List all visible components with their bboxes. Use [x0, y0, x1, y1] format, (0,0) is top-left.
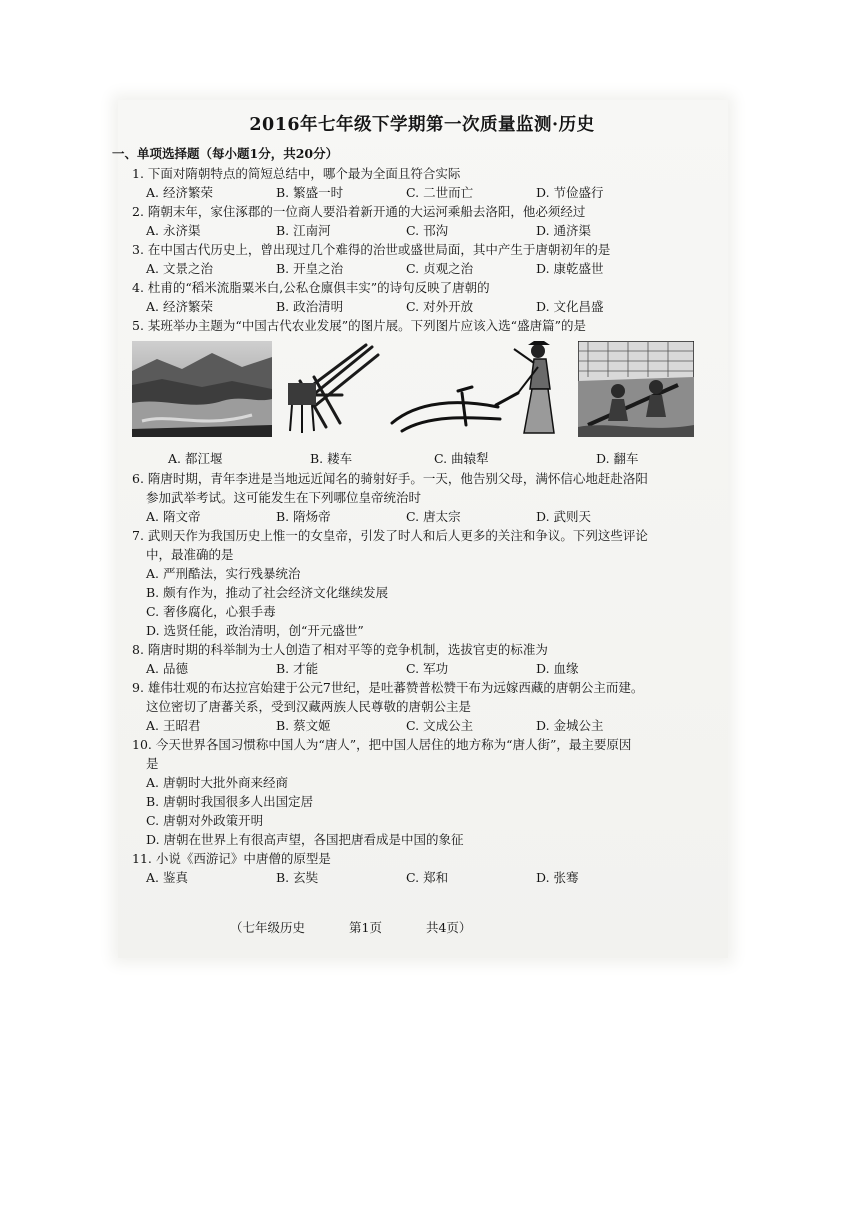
question-4: [132, 278, 712, 316]
question-2: [132, 202, 712, 240]
option-c: C. 郑和: [406, 870, 449, 885]
option-a: A. 经济繁荣: [146, 185, 213, 200]
option-d: D. 通济渠: [536, 223, 592, 238]
question-stem: 2. 隋朝末年，家住涿郡的一位商人要沿着新开通的大运河乘船去洛阳，他必须经过: [132, 204, 586, 219]
option-a: A. 严刑酷法，实行残暴统治: [146, 566, 301, 581]
option-b: B. 江南河: [276, 223, 331, 238]
option-b: B. 繁盛一时: [276, 185, 344, 200]
seed-drill-illustration: [280, 341, 384, 437]
option-d: D. 节俭盛行: [536, 185, 604, 200]
option-c: C. 唐太宗: [406, 509, 461, 524]
question-8: [132, 640, 712, 678]
question-5: [132, 316, 712, 469]
question-stem: 9. 雄伟壮观的布达拉宫始建于公元7世纪，是吐蕃赞普松赞干布为远嫁西藏的唐朝公主而建。: [132, 680, 644, 695]
question-10: [132, 735, 712, 849]
option-d: D. 唐朝在世界上有很高声望，各国把唐看成是中国的象征: [146, 832, 464, 847]
question-3: [132, 240, 712, 278]
option-c: C. 文成公主: [406, 718, 474, 733]
image-captions: [132, 447, 712, 469]
question-stem: 6. 隋唐时期，青年李进是当地远近闻名的骑射好手。一天，他告别父母，满怀信心地赶赴洛阳: [132, 471, 648, 486]
question-stem: 8. 隋唐时期的科举制为士人创造了相对平等的竞争机制，选拔官吏的标准为: [132, 642, 548, 657]
option-b: B. 颇有作为，推动了社会经济文化继续发展: [146, 585, 389, 600]
question-stem: 5. 某班举办主题为“中国古代农业发展”的图片展。下列图片应该入选“盛唐篇”的是: [132, 318, 586, 333]
question-options: [132, 716, 712, 735]
option-d: D. 康乾盛世: [536, 261, 604, 276]
option-b: B. 唐朝时我国很多人出国定居: [146, 794, 314, 809]
question-options: [132, 221, 712, 240]
question-options: [132, 297, 712, 316]
option-d: D. 金城公主: [536, 718, 604, 733]
caption-a: A. 都江堰: [168, 451, 223, 466]
question-stem-continued: 这位密切了唐蕃关系，受到汉藏两族人民尊敬的唐朝公主是: [146, 699, 472, 714]
question-11: [132, 849, 712, 887]
question-stem: 4. 杜甫的“稻米流脂粟米白,公私仓廪俱丰实”的诗句反映了唐朝的: [132, 280, 490, 295]
page-title: 2016年七年级下学期第一次质量监测·历史: [249, 115, 595, 135]
question-6: [132, 469, 712, 526]
option-d: D. 武则天: [536, 509, 592, 524]
question-stem: 1. 下面对隋朝特点的简短总结中，哪个最为全面且符合实际: [132, 166, 461, 181]
option-a: A. 唐朝时大批外商来经商: [146, 775, 288, 790]
option-c: C. 奢侈腐化，心狠手毒: [146, 604, 276, 619]
question-1: [132, 164, 712, 202]
option-a: A. 鉴真: [146, 870, 188, 885]
option-b: B. 才能: [276, 661, 319, 676]
option-a: A. 王昭君: [146, 718, 201, 733]
dujiangyan-photo: [132, 341, 272, 437]
question-options: [132, 183, 712, 202]
option-a: A. 经济繁荣: [146, 299, 213, 314]
question-stem: 7. 武则天作为我国历史上惟一的女皇帝，引发了时人和后人更多的关注和争议。下列这些评论: [132, 528, 648, 543]
option-c: C. 二世而亡: [406, 185, 474, 200]
option-b: B. 政治清明: [276, 299, 344, 314]
footer-page: 第1页: [349, 920, 382, 935]
option-d: D. 张骞: [536, 870, 579, 885]
option-c: C. 贞观之治: [406, 261, 474, 276]
option-c: C. 唐朝对外政策开明: [146, 813, 264, 828]
option-a: A. 隋文帝: [146, 509, 201, 524]
question-stem: 3. 在中国古代历史上，曾出现过几个难得的治世或盛世局面，其中产生于唐朝初年的是: [132, 242, 611, 257]
page-footer: [230, 918, 511, 936]
question-options: [132, 507, 712, 526]
option-c: C. 邗沟: [406, 223, 449, 238]
question-9: [132, 678, 712, 735]
question-options: [132, 868, 712, 887]
question-7: [132, 526, 712, 640]
question-stem: 10. 今天世界各国习惯称中国人为“唐人”，把中国人居住的地方称为“唐人街”，最主要原因: [132, 737, 632, 752]
option-b: B. 隋炀帝: [276, 509, 331, 524]
footer-course: （七年级历史: [230, 920, 306, 935]
question-stem-continued: 中，最准确的是: [146, 547, 234, 562]
footer-total: 共4页）: [425, 920, 472, 935]
option-a: A. 品德: [146, 661, 188, 676]
option-d: D. 选贤任能，政治清明，创“开元盛世”: [146, 623, 364, 638]
curved-plough-illustration: [388, 341, 564, 437]
caption-d: D. 翻车: [596, 451, 639, 466]
question-options: [132, 259, 712, 278]
question-options: [132, 659, 712, 678]
option-b: B. 开皇之治: [276, 261, 344, 276]
option-c: C. 军功: [406, 661, 449, 676]
option-d: D. 文化昌盛: [536, 299, 604, 314]
question-stem-continued: 参加武举考试。这可能发生在下列哪位皇帝统治时: [146, 490, 422, 505]
question-stem: 11. 小说《西游记》中唐僧的原型是: [132, 851, 331, 866]
caption-b: B. 耧车: [310, 451, 353, 466]
option-b: B. 玄奘: [276, 870, 319, 885]
section-heading: 一、单项选择题（每小题1分，共20分）: [112, 146, 339, 161]
exam-content: [112, 112, 712, 887]
caption-c: C. 曲辕犁: [434, 451, 489, 466]
option-b: B. 蔡文姬: [276, 718, 331, 733]
option-d: D. 血缘: [536, 661, 579, 676]
option-c: C. 对外开放: [406, 299, 474, 314]
question-images: [132, 341, 712, 447]
chain-pump-woodcut: [578, 341, 694, 437]
option-a: A. 文景之治: [146, 261, 213, 276]
option-a: A. 永济渠: [146, 223, 201, 238]
question-stem-continued: 是: [146, 756, 159, 771]
